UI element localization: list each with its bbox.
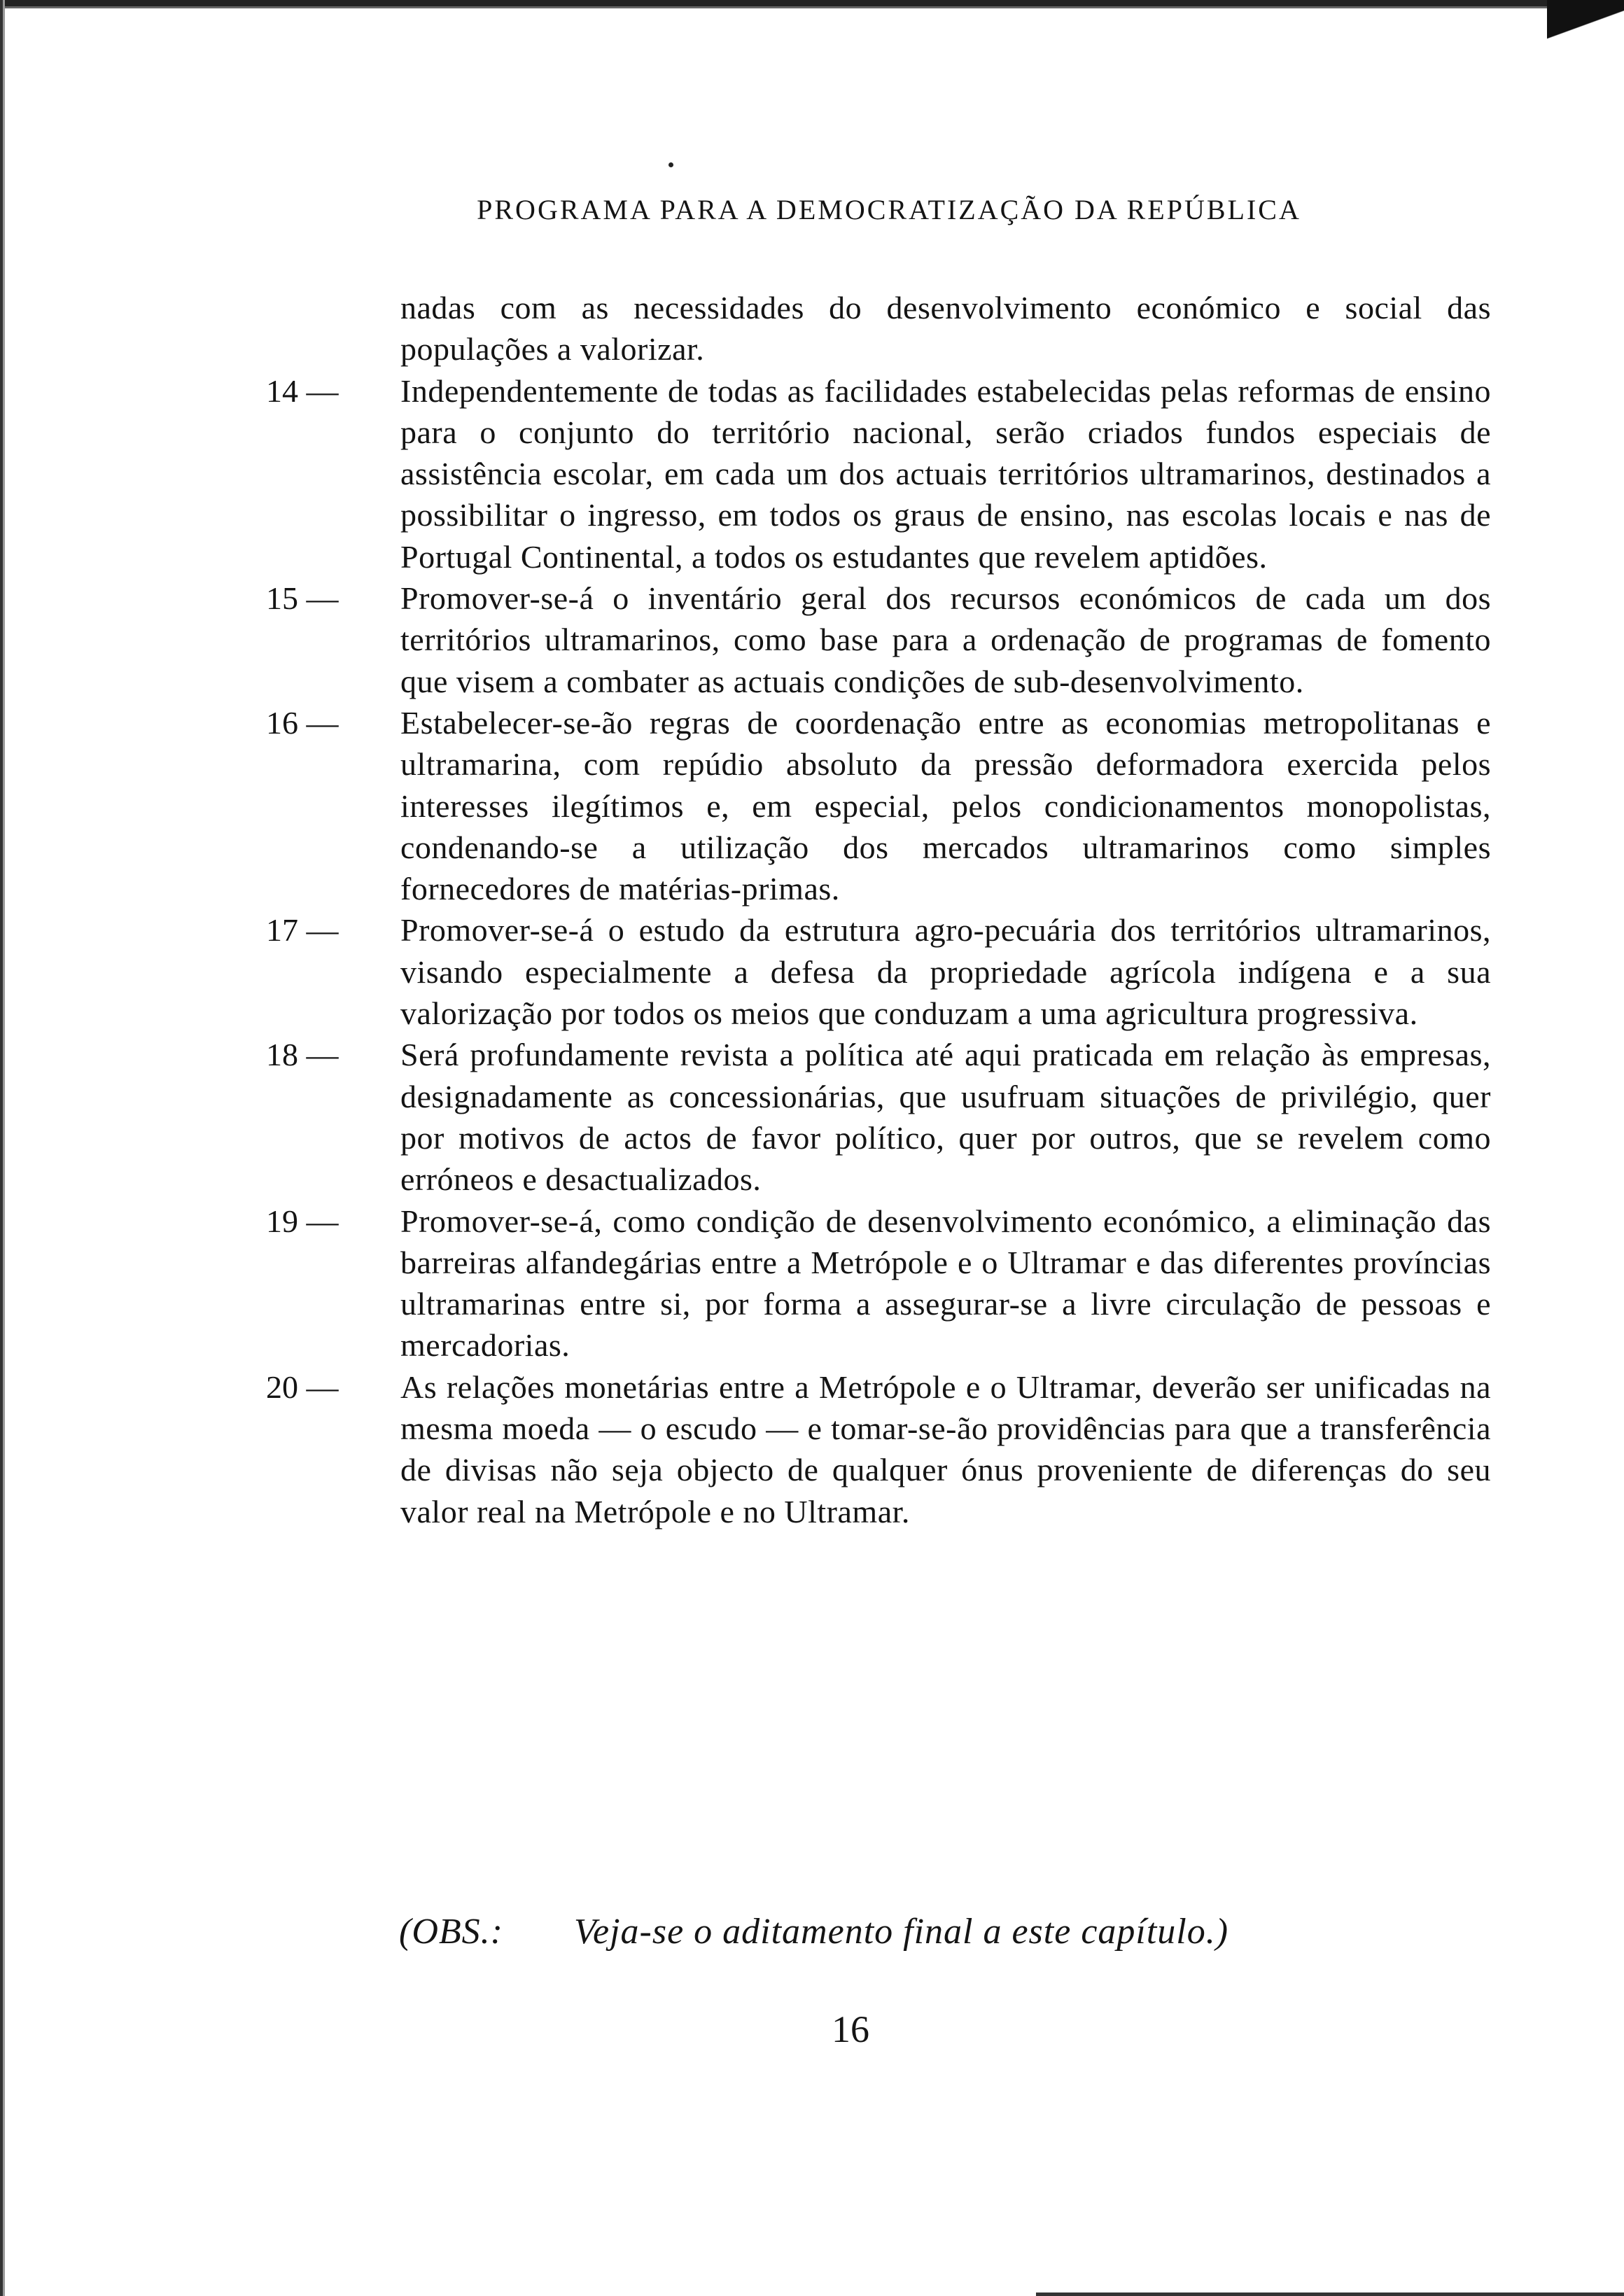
list-item bbox=[266, 578, 1491, 702]
list-item bbox=[266, 702, 1491, 909]
continuation-paragraph: nadas com as necessidades do desenvolvimento económico e social das populações a valorizar. bbox=[400, 290, 1491, 368]
item-number: 14 — bbox=[266, 372, 339, 409]
item-number: 16 — bbox=[266, 704, 339, 741]
list-item bbox=[266, 370, 1491, 578]
item-number: 15 — bbox=[266, 580, 339, 617]
observation-note bbox=[399, 1911, 1463, 1952]
page-number: 16 bbox=[832, 2008, 869, 2050]
item-text: As relações monetárias entre a Metrópole e o Ultramar, deverão ser unificadas na mesma moeda — o escudo — e tomar-se-ão providências para que a transferência de divisas não seja objecto de qualquer ónus proveniente de diferenças do seu valor real na Metrópole e no Ultramar. bbox=[400, 1368, 1491, 1530]
list-item bbox=[266, 1034, 1491, 1200]
list-item bbox=[266, 909, 1491, 1034]
item-text: Promover-se-á o inventário geral dos recursos económicos de cada um dos territórios ultramarinos, como base para a ordenação de programas de fomento que visem a combater as actuais condições de sub-desenvolvimento. bbox=[400, 580, 1491, 699]
item-text: Será profundamente revista a política até aqui praticada em relação às empresas, designadamente as concessionárias, que usufruam situações de privilégio, quer por motivos de actos de favor político, quer por outros, que se revelem como erróneos e desactualizados. bbox=[400, 1037, 1491, 1198]
body-text bbox=[266, 287, 1491, 1532]
speck bbox=[668, 162, 673, 167]
note-text: Veja-se o aditamento final a este capítulo.) bbox=[574, 1912, 1229, 1952]
item-number: 18 — bbox=[266, 1037, 339, 1073]
list-item bbox=[266, 1200, 1491, 1366]
item-number: 19 — bbox=[266, 1203, 339, 1239]
item-text: Estabelecer-se-ão regras de coordenação entre as economias metropolitanas e ultramarina, com repúdio absoluto da pressão deformadora exercida pelos interesses ilegítimos e, em especial, pelos condicionamentos monopolistas, condenando-se a utilização dos mercados ultramarinos como simples fornecedores de matérias-primas. bbox=[400, 704, 1491, 907]
running-head: PROGRAMA PARA A DEMOCRATIZAÇÃO DA REPÚBLICA bbox=[477, 194, 1301, 225]
scan-edge-bottom bbox=[1036, 2290, 1624, 2296]
item-number: 17 — bbox=[266, 912, 339, 948]
note-label: (OBS.: bbox=[399, 1912, 503, 1952]
item-text: Promover-se-á o estudo da estrutura agro-pecuária dos territórios ultramarinos, visando especialmente a defesa da propriedade agrícola indígena e a sua valorização por todos os meios que conduzam a uma agricultura progressiva. bbox=[400, 912, 1491, 1032]
scan-edge-left bbox=[0, 0, 8, 2296]
list-item bbox=[266, 1366, 1491, 1532]
item-text: Independentemente de todas as facilidades estabelecidas pelas reformas de ensino para o conjunto do território nacional, serão criados fundos especiais de assistência escolar, em cada um dos actuais territórios ultramarinos, destinados a possibilitar o ingresso, em todos os graus de ensino, nas escolas locais e nas de Portugal Continental, a todos os estudantes que revelem aptidões. bbox=[400, 372, 1491, 575]
scan-corner-mark bbox=[1547, 0, 1624, 63]
item-number: 20 — bbox=[266, 1368, 339, 1405]
scan-edge-top bbox=[0, 0, 1624, 11]
item-text: Promover-se-á, como condição de desenvolvimento económico, a eliminação das barreiras alfandegárias entre a Metrópole e o Ultramar e das diferentes províncias ultramarinas entre si, por forma a assegurar-se a livre circulação de pessoas e mercadorias. bbox=[400, 1203, 1491, 1364]
